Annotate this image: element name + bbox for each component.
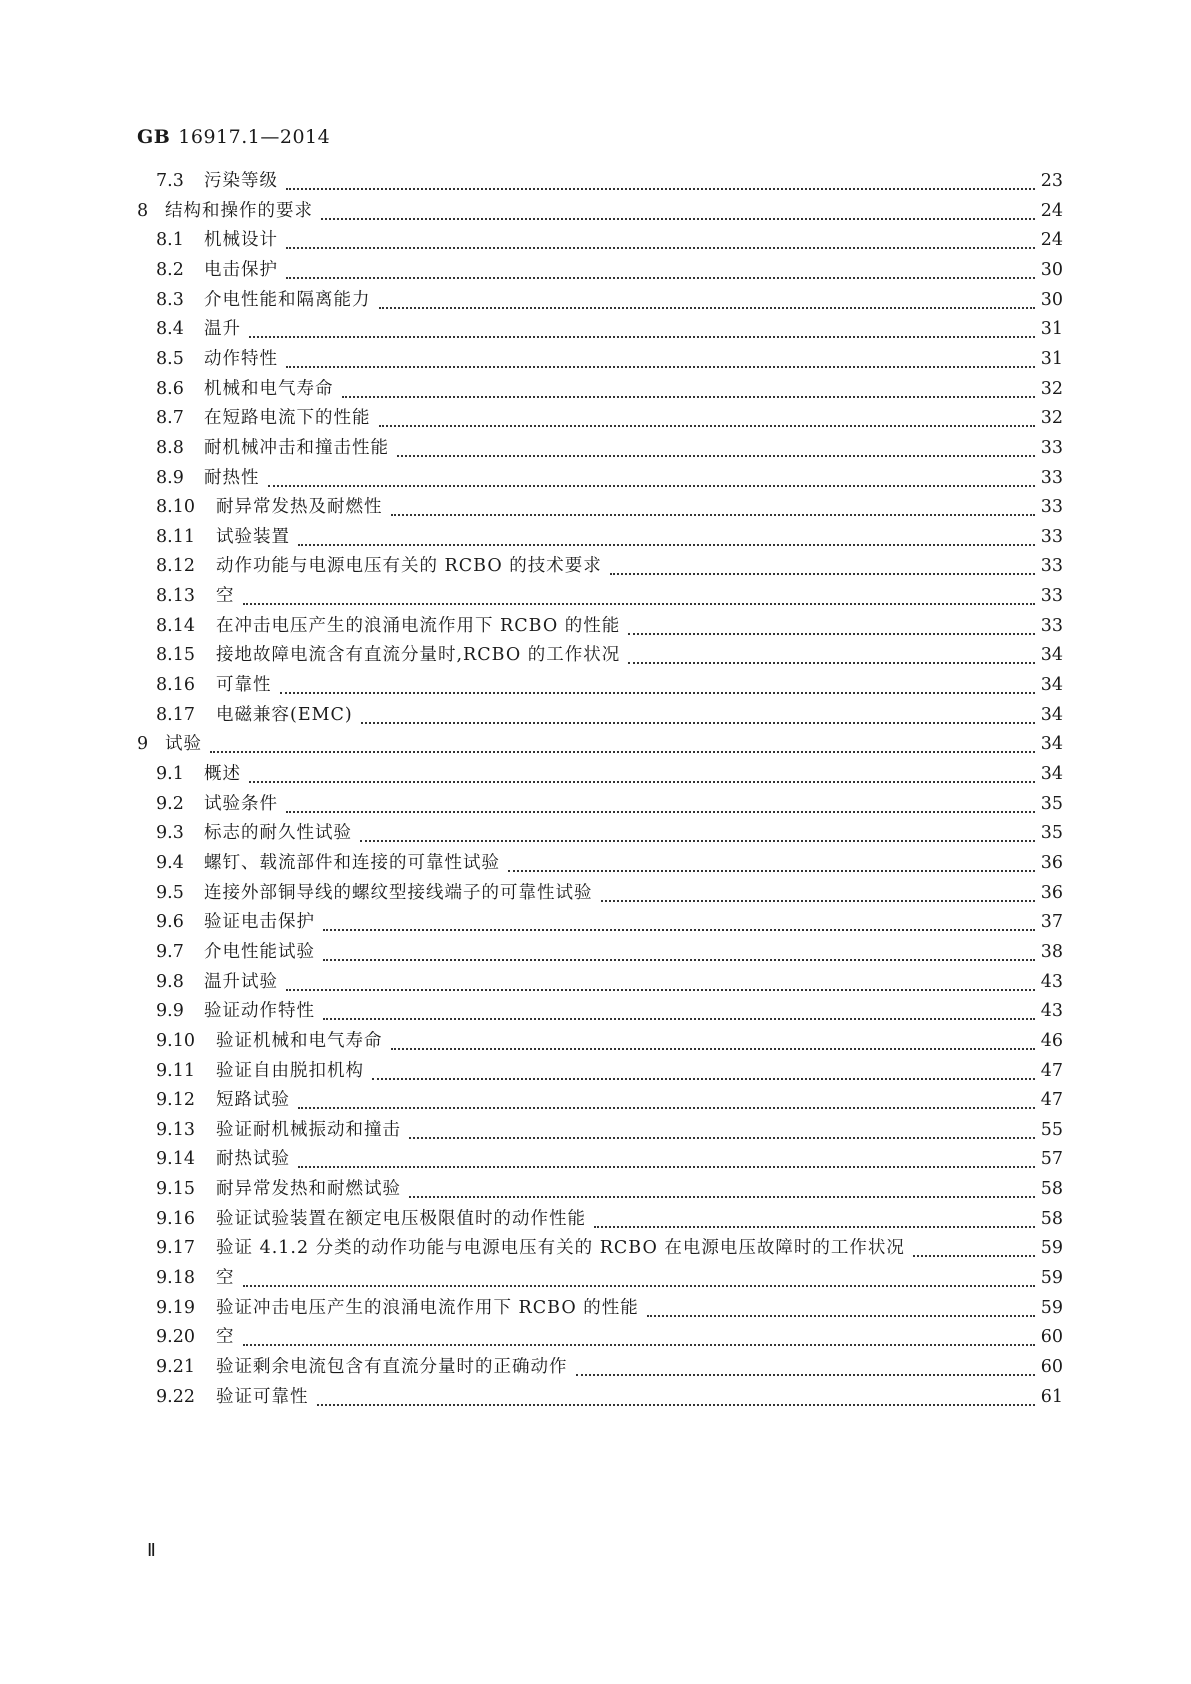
toc-entry-number: 9.4 xyxy=(156,852,184,873)
toc-entry-number: 8.12 xyxy=(156,556,195,577)
toc-dot-leader xyxy=(286,811,1035,813)
toc-dot-leader xyxy=(243,1285,1036,1287)
page-number: Ⅱ xyxy=(147,1540,156,1560)
toc-entry-page: 47 xyxy=(1040,1090,1063,1111)
toc-entry-page: 34 xyxy=(1040,764,1063,784)
toc-entry-title: 验证耐机械振动和撞击 xyxy=(216,1119,401,1140)
toc-dot-leader xyxy=(391,514,1036,516)
toc-dot-leader xyxy=(379,307,1036,309)
toc-entry-number: 8.13 xyxy=(156,586,195,607)
toc-entry-page: 34 xyxy=(1040,734,1063,755)
toc-entry-title: 短路试验 xyxy=(216,1090,290,1111)
toc-entry-title: 耐异常发热及耐燃性 xyxy=(216,497,383,518)
toc-entry[interactable] xyxy=(156,494,1063,520)
toc-dot-leader xyxy=(360,840,1035,842)
toc-dot-leader xyxy=(628,662,1035,664)
toc-entry[interactable] xyxy=(156,287,1063,313)
toc-entry-title: 接地故障电流含有直流分量时,RCBO 的工作状况 xyxy=(216,645,621,666)
toc-entry-title: 结构和操作的要求 xyxy=(165,200,313,221)
toc-dot-leader xyxy=(361,722,1035,724)
toc-entry-page: 38 xyxy=(1040,941,1063,962)
toc-entry[interactable] xyxy=(156,1117,1063,1143)
toc-entry-number: 8.15 xyxy=(156,645,195,666)
toc-entry-title: 电磁兼容(EMC) xyxy=(216,704,353,725)
toc-dot-leader xyxy=(628,633,1035,635)
toc-entry-number: 8.10 xyxy=(156,497,195,518)
toc-entry-page: 34 xyxy=(1040,645,1063,666)
toc-entry-page: 24 xyxy=(1040,200,1063,221)
toc-entry-page: 59 xyxy=(1040,1297,1063,1318)
toc-dot-leader xyxy=(321,218,1035,220)
toc-entry-number: 9.14 xyxy=(156,1149,195,1170)
toc-dot-leader xyxy=(286,989,1035,991)
toc-dot-leader xyxy=(286,247,1035,249)
toc-entry-title: 空 xyxy=(216,586,235,607)
toc-entry-number: 8.9 xyxy=(156,467,184,488)
toc-dot-leader xyxy=(913,1255,1035,1257)
toc-entry[interactable] xyxy=(156,850,1063,876)
toc-entry-number: 9.13 xyxy=(156,1119,195,1140)
toc-entry-page: 36 xyxy=(1040,882,1063,903)
toc-entry-page: 31 xyxy=(1040,348,1063,369)
toc-entry-number: 8.8 xyxy=(156,437,184,458)
toc-entry-number: 8.2 xyxy=(156,259,184,280)
toc-entry[interactable] xyxy=(156,1028,1063,1054)
toc-dot-leader xyxy=(372,1078,1035,1080)
toc-entry-page: 30 xyxy=(1040,289,1063,310)
toc-entry-title: 试验装置 xyxy=(216,526,290,547)
toc-entry[interactable] xyxy=(156,316,1063,342)
toc-entry[interactable] xyxy=(156,1206,1063,1232)
toc-dot-leader xyxy=(576,1374,1036,1376)
toc-entry-page: 43 xyxy=(1040,1001,1063,1022)
toc-entry[interactable] xyxy=(156,1235,1063,1261)
toc-entry-page: 59 xyxy=(1040,1268,1063,1289)
toc-entry-page: 60 xyxy=(1040,1357,1063,1377)
toc-entry[interactable] xyxy=(156,1176,1063,1202)
toc-entry-page: 43 xyxy=(1040,971,1063,992)
toc-entry-page: 33 xyxy=(1040,586,1063,607)
toc-entry-number: 9.7 xyxy=(156,941,184,962)
toc-entry-number: 8.7 xyxy=(156,408,184,429)
toc-entry-title: 连接外部铜导线的螺纹型接线端子的可靠性试验 xyxy=(204,882,593,903)
toc-entry-number: 8.11 xyxy=(156,526,195,547)
toc-entry-title: 温升 xyxy=(204,319,241,340)
toc-entry[interactable] xyxy=(156,820,1063,846)
toc-entry-page: 31 xyxy=(1040,319,1063,340)
toc-dot-leader xyxy=(391,1048,1036,1050)
toc-entry-number: 8.17 xyxy=(156,704,195,725)
toc-entry-title: 验证剩余电流包含有直流分量时的正确动作 xyxy=(216,1357,568,1377)
toc-entry-number: 9.18 xyxy=(156,1268,195,1289)
toc-dot-leader xyxy=(210,751,1035,753)
toc-entry[interactable] xyxy=(156,672,1063,698)
toc-entry-number: 8.1 xyxy=(156,230,184,251)
toc-entry-number: 9.21 xyxy=(156,1357,195,1377)
toc-entry[interactable] xyxy=(156,702,1063,728)
toc-entry-number: 9.8 xyxy=(156,971,184,992)
toc-entry[interactable] xyxy=(156,939,1063,965)
toc-entry-page: 36 xyxy=(1040,852,1063,873)
toc-entry-page: 24 xyxy=(1040,230,1063,251)
toc-entry-page: 60 xyxy=(1040,1327,1063,1348)
toc-entry[interactable] xyxy=(156,168,1063,194)
toc-entry-title: 空 xyxy=(216,1327,235,1348)
toc-entry-page: 58 xyxy=(1040,1208,1063,1229)
toc-dot-leader xyxy=(409,1196,1035,1198)
toc-entry[interactable] xyxy=(156,1384,1063,1410)
toc-entry-number: 9 xyxy=(137,734,149,755)
toc-entry-title: 验证冲击电压产生的浪涌电流作用下 RCBO 的性能 xyxy=(216,1297,639,1318)
toc-entry-number: 9.11 xyxy=(156,1060,195,1081)
toc-entry-page: 34 xyxy=(1040,704,1063,725)
toc-dot-leader xyxy=(601,900,1036,902)
toc-entry-title: 验证可靠性 xyxy=(216,1386,309,1407)
toc-entry-number: 9.16 xyxy=(156,1208,195,1229)
toc-entry-number: 9.22 xyxy=(156,1386,195,1407)
toc-entry[interactable] xyxy=(156,524,1063,550)
toc-entry-title: 介电性能和隔离能力 xyxy=(204,289,371,310)
toc-entry-number: 9.2 xyxy=(156,793,184,814)
toc-entry-title: 电击保护 xyxy=(204,259,278,280)
toc-dot-leader xyxy=(323,959,1035,961)
toc-entry-title: 空 xyxy=(216,1268,235,1289)
toc-dot-leader xyxy=(317,1404,1036,1406)
toc-dot-leader xyxy=(243,603,1036,605)
toc-dot-leader xyxy=(280,692,1036,694)
toc-dot-leader xyxy=(594,1226,1035,1228)
toc-entry-title: 验证机械和电气寿命 xyxy=(216,1030,383,1051)
toc-entry-title: 耐机械冲击和撞击性能 xyxy=(204,437,389,458)
toc-entry[interactable] xyxy=(137,198,1063,224)
toc-entry-page: 61 xyxy=(1040,1386,1063,1407)
toc-entry-number: 8.14 xyxy=(156,615,195,636)
toc-entry-title: 验证动作特性 xyxy=(204,1001,315,1022)
toc-entry-page: 30 xyxy=(1040,259,1063,280)
toc-entry-title: 验证 4.1.2 分类的动作功能与电源电压有关的 RCBO 在电源电压故障时的工作状况 xyxy=(216,1238,905,1259)
toc-dot-leader xyxy=(409,1137,1035,1139)
toc-entry[interactable] xyxy=(156,761,1063,787)
toc-entry-page: 33 xyxy=(1040,467,1063,488)
toc-entry-page: 58 xyxy=(1040,1179,1063,1200)
toc-dot-leader xyxy=(286,366,1035,368)
toc-entry[interactable] xyxy=(156,1058,1063,1084)
toc-entry[interactable] xyxy=(156,583,1063,609)
toc-entry-title: 验证试验装置在额定电压极限值时的动作性能 xyxy=(216,1208,586,1229)
toc-entry-number: 9.3 xyxy=(156,823,184,844)
toc-entry-number: 8.4 xyxy=(156,319,184,340)
toc-dot-leader xyxy=(397,455,1035,457)
toc-entry-title: 耐热试验 xyxy=(216,1149,290,1170)
toc-entry-title: 动作特性 xyxy=(204,348,278,369)
toc-entry[interactable] xyxy=(156,435,1063,461)
toc-entry[interactable] xyxy=(156,346,1063,372)
toc-entry-number: 9.1 xyxy=(156,764,184,784)
toc-entry-title: 在冲击电压产生的浪涌电流作用下 RCBO 的性能 xyxy=(216,615,621,636)
toc-entry-title: 耐热性 xyxy=(204,467,260,488)
toc-entry-title: 机械设计 xyxy=(204,230,278,251)
toc-dot-leader xyxy=(286,188,1035,190)
toc-entry-title: 耐异常发热和耐燃试验 xyxy=(216,1179,401,1200)
toc-dot-leader xyxy=(298,1166,1035,1168)
toc-entry-title: 验证自由脱扣机构 xyxy=(216,1060,364,1081)
toc-entry[interactable] xyxy=(156,376,1063,402)
toc-entry-page: 23 xyxy=(1040,171,1063,191)
toc-entry-title: 污染等级 xyxy=(204,171,278,191)
toc-entry[interactable] xyxy=(156,257,1063,283)
toc-entry-page: 35 xyxy=(1040,823,1063,844)
toc-entry-page: 33 xyxy=(1040,556,1063,577)
toc-dot-leader xyxy=(379,425,1036,427)
toc-dot-leader xyxy=(647,1315,1035,1317)
toc-entry-number: 9.20 xyxy=(156,1327,195,1348)
toc-dot-leader xyxy=(286,277,1035,279)
toc-entry-page: 33 xyxy=(1040,526,1063,547)
toc-dot-leader xyxy=(243,1344,1036,1346)
toc-entry-page: 33 xyxy=(1040,615,1063,636)
toc-entry[interactable] xyxy=(156,969,1063,995)
toc-entry-title: 标志的耐久性试验 xyxy=(204,823,352,844)
toc-entry[interactable] xyxy=(156,998,1063,1024)
toc-entry[interactable] xyxy=(156,791,1063,817)
toc-entry-page: 55 xyxy=(1040,1119,1063,1140)
toc-dot-leader xyxy=(298,1107,1035,1109)
toc-entry-page: 32 xyxy=(1040,378,1063,399)
standard-prefix: GB xyxy=(137,126,171,148)
toc-entry-title: 试验 xyxy=(165,734,202,755)
toc-entry[interactable] xyxy=(156,465,1063,491)
toc-entry-number: 8.3 xyxy=(156,289,184,310)
toc-entry-number: 9.6 xyxy=(156,912,184,933)
toc-entry[interactable] xyxy=(156,613,1063,639)
toc-dot-leader xyxy=(298,544,1035,546)
toc-entry[interactable] xyxy=(156,1146,1063,1172)
toc-entry-number: 8.16 xyxy=(156,675,195,696)
toc-entry-title: 验证电击保护 xyxy=(204,912,315,933)
toc-entry-number: 8.5 xyxy=(156,348,184,369)
toc-dot-leader xyxy=(508,870,1035,872)
toc-entry-page: 34 xyxy=(1040,675,1063,696)
toc-entry-page: 33 xyxy=(1040,497,1063,518)
toc-entry-title: 概述 xyxy=(204,764,241,784)
toc-entry-page: 33 xyxy=(1040,437,1063,458)
toc-entry[interactable] xyxy=(156,1324,1063,1350)
toc-entry-number: 9.9 xyxy=(156,1001,184,1022)
toc-entry[interactable] xyxy=(156,642,1063,668)
toc-entry-number: 9.10 xyxy=(156,1030,195,1051)
toc-entry-number: 9.17 xyxy=(156,1238,195,1259)
toc-dot-leader xyxy=(610,573,1035,575)
toc-dot-leader xyxy=(342,396,1036,398)
toc-entry-title: 螺钉、载流部件和连接的可靠性试验 xyxy=(204,852,500,873)
toc-entry-page: 35 xyxy=(1040,793,1063,814)
toc-entry-title: 温升试验 xyxy=(204,971,278,992)
toc-entry[interactable] xyxy=(156,1265,1063,1291)
toc-entry-number: 7.3 xyxy=(156,171,184,191)
toc-entry-title: 介电性能试验 xyxy=(204,941,315,962)
toc-entry-number: 8 xyxy=(137,200,149,221)
toc-entry-number: 9.15 xyxy=(156,1179,195,1200)
toc-entry-page: 57 xyxy=(1040,1149,1063,1170)
toc-entry-page: 46 xyxy=(1040,1030,1063,1051)
toc-entry[interactable] xyxy=(156,553,1063,579)
toc-entry-page: 59 xyxy=(1040,1238,1063,1259)
standard-number: 16917.1—2014 xyxy=(178,126,331,148)
toc-entry-number: 9.5 xyxy=(156,882,184,903)
toc-entry[interactable] xyxy=(156,227,1063,253)
toc-entry[interactable] xyxy=(137,731,1063,757)
toc-entry-title: 在短路电流下的性能 xyxy=(204,408,371,429)
toc-entry[interactable] xyxy=(156,1087,1063,1113)
toc-entry-title: 动作功能与电源电压有关的 RCBO 的技术要求 xyxy=(216,556,602,577)
toc-dot-leader xyxy=(323,929,1035,931)
toc-entry-page: 37 xyxy=(1040,912,1063,933)
toc-entry-page: 32 xyxy=(1040,408,1063,429)
toc-dot-leader xyxy=(249,336,1035,338)
toc-dot-leader xyxy=(323,1018,1035,1020)
toc-entry-title: 可靠性 xyxy=(216,675,272,696)
toc-entry-title: 机械和电气寿命 xyxy=(204,378,334,399)
toc-entry-title: 试验条件 xyxy=(204,793,278,814)
toc-entry[interactable] xyxy=(156,909,1063,935)
toc-entry[interactable] xyxy=(156,405,1063,431)
toc-entry[interactable] xyxy=(156,880,1063,906)
toc-entry-number: 9.19 xyxy=(156,1297,195,1318)
toc-entry[interactable] xyxy=(156,1295,1063,1321)
toc-dot-leader xyxy=(249,781,1035,783)
toc-entry[interactable] xyxy=(156,1354,1063,1380)
toc-dot-leader xyxy=(268,485,1036,487)
toc-entry-number: 9.12 xyxy=(156,1090,195,1111)
toc-entry-number: 8.6 xyxy=(156,378,184,399)
toc-entry-page: 47 xyxy=(1040,1060,1063,1081)
